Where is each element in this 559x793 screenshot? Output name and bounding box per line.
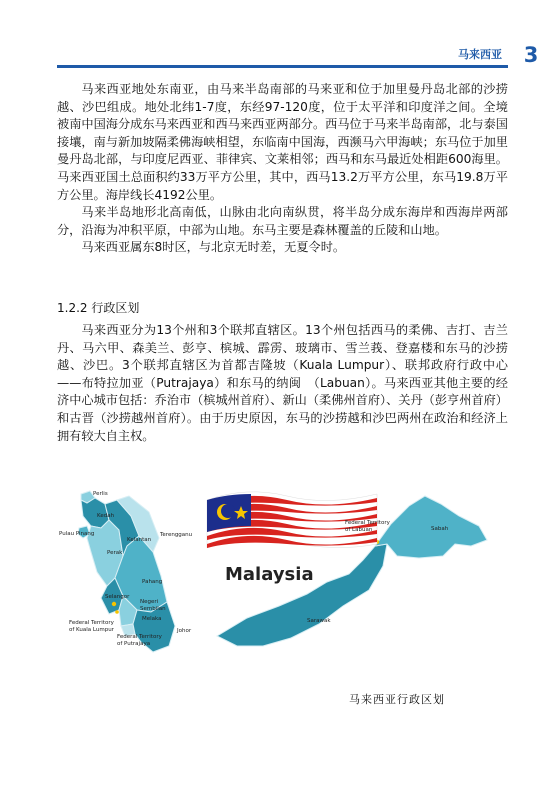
admin-paragraph: 马来西亚分为13个州和3个联邦直辖区。13个州包括西马的柔佛、吉打、吉兰丹、马六甲、森美兰、彭亨、槟城、霹雳、玻璃市、雪兰莪、登嘉楼和东马的沙捞越、沙巴。3个联邦直辖区为首都吉隆坡（Kuala Lumpur）、联邦政府行政中心——布特拉加亚（Putrajaya）和东马的纳闽 （Labuan）。马来西亚其他主要的经济中心城市包括：乔治市（槟城州首府）、新山（柔佛州首府）、关丹（彭亨州首府）和古晋（沙捞越州首府）。由于历史原因，东马的沙捞越和沙巴两州在政治和经济上拥有较大自主权。 (57, 323, 508, 443)
header-rule (57, 65, 508, 68)
label-ft-kuala-lumpur-line2: of Kuala Lumpur (69, 627, 114, 633)
running-header-title: 马来西亚 (458, 48, 502, 61)
label-perak: Perak (107, 550, 123, 556)
label-terengganu: Terengganu (160, 532, 193, 538)
intro-paragraph-geography: 马来西亚地处东南亚，由马来半岛南部的马来亚和位于加里曼丹岛北部的沙捞越、沙巴组成。地处北纬1-7度，东经97-120度，位于太平洋和印度洋之间。全境被南中国海分成东马来西亚和西马来西亚两部分。西马位于马来半岛南部，北与泰国接壤，南与新加坡隔柔佛海峡相望，东临南中国海，西濒马六甲海峡；东马位于加里曼丹岛北部，与印度尼西亚、菲律宾、文莱相邻；西马和东马最近处相距600海里。马来西亚国土总面积约33万平方公里，其中，西马13.2万平方公里，东马19.8万平方公里。海岸线长4192公里。 (57, 82, 508, 202)
label-pahang: Pahang (142, 579, 163, 585)
section-heading: 1.2.2 行政区划 (57, 301, 140, 315)
label-pulau-pinang: Pulau Pinang (59, 531, 95, 537)
label-ft-putrajaya-line1: Federal Territory (117, 634, 162, 640)
label-ft-putrajaya-line2: of Putrajaya (117, 641, 151, 647)
map-caption: 马来西亚行政区划 (349, 693, 445, 706)
label-ft-kuala-lumpur-line1: Federal Territory (69, 620, 114, 626)
map-title: Malaysia (225, 564, 314, 585)
label-perlis: Perlis (93, 491, 108, 497)
label-sabah: Sabah (431, 526, 449, 532)
label-melaka: Melaka (142, 616, 162, 622)
page-number: 3 (523, 43, 539, 67)
label-ft-labuan-line2: of Labuan (345, 527, 373, 533)
label-negeri-sembilan-line2: Sembilan (140, 606, 166, 612)
label-johor: Johor (177, 628, 192, 634)
label-kedah: Kedah (97, 513, 115, 519)
malaysia-map (57, 486, 494, 678)
intro-text (57, 81, 508, 257)
label-kelantan: Kelantan (127, 537, 152, 543)
admin-text (57, 322, 508, 445)
label-negeri-sembilan-line1: Negeri (140, 599, 159, 605)
putrajaya-marker (115, 610, 119, 614)
kuala-lumpur-marker (112, 602, 116, 606)
label-ft-labuan-line1: Federal Territory (345, 520, 390, 526)
state-sarawak (217, 544, 387, 646)
intro-paragraph-timezone: 马来西亚属东8时区，与北京无时差，无夏令时。 (81, 240, 346, 255)
label-selangor: Selangor (105, 594, 130, 600)
intro-paragraph-terrain: 马来半岛地形北高南低，山脉由北向南纵贯，将半岛分成东海岸和西海岸两部分，沿海为冲积平原，中部为山地。东马主要是森林覆盖的丘陵和山地。 (57, 205, 508, 237)
label-sarawak: Sarawak (307, 618, 331, 624)
